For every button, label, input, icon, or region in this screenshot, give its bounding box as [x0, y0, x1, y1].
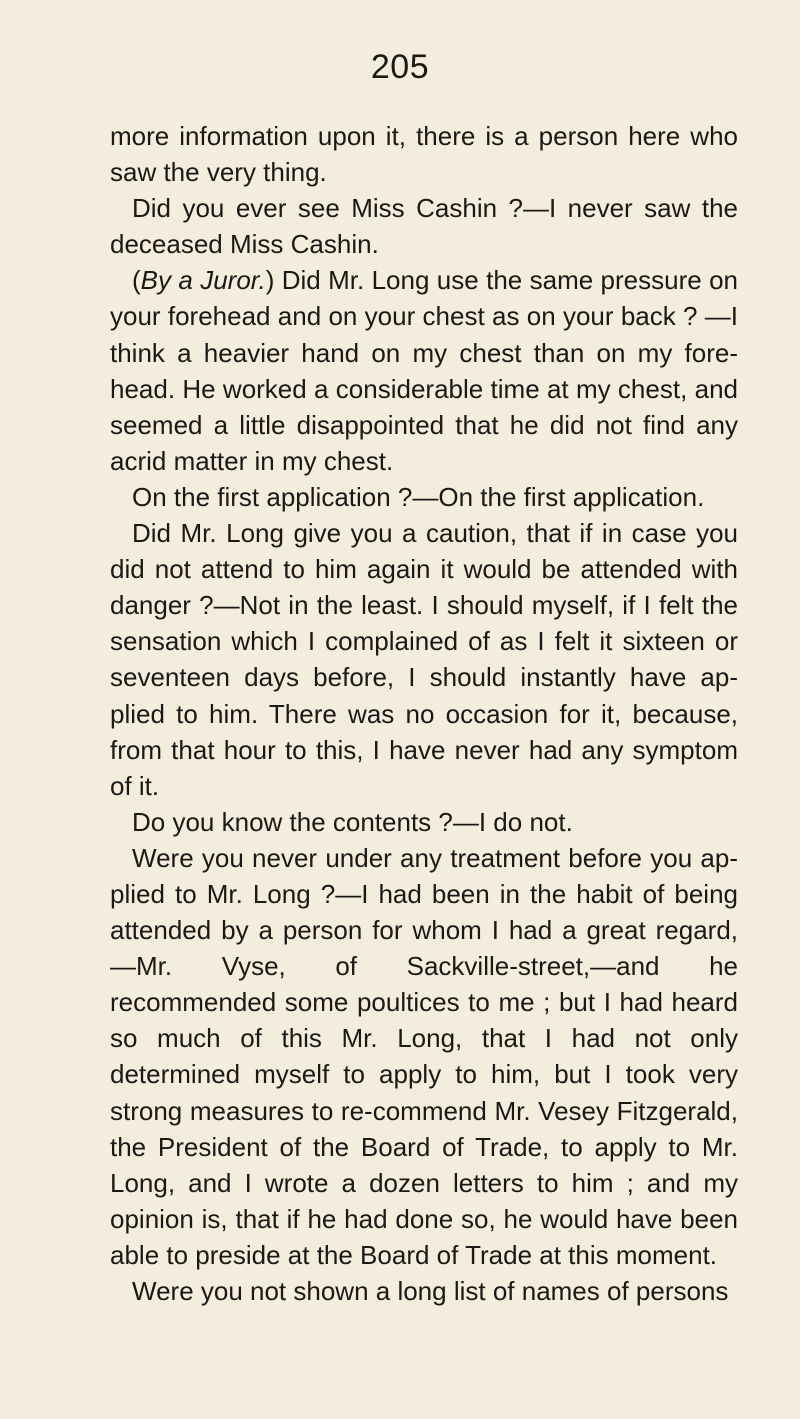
paragraph-3-text: ) Did Mr. Long use the same pressure on your forehead and on your chest as on your back ? —I think a heavier hand on my chest than on my fore-head. He worked a considerable time at my chest, and seemed a little disappointed that he did not find any acrid matter in my chest. — [110, 265, 739, 476]
paragraph-2: Did you ever see Miss Cashin ?—I never saw the deceased Miss Cashin. — [110, 193, 738, 260]
paragraph-7: Were you never under any treatment before you ap-plied to Mr. Long ?—I had been in the habit of being attended by a person for whom I had a great regard, —Mr. Vyse, of Sackville-street,—and he recommended some poultices to me ; but I had heard so much of this Mr. Long, that I had not only determined myself to apply to him, but I took very strong measures to re-commend Mr. Vesey Fitzgerald, the President of the Board of Trade, to apply to Mr. Long, and I wrote a dozen letters to him ; and my opinion is, that if he had done so, he would have been able to preside at the Board of Trade at this moment. — [110, 842, 738, 1270]
page-number: 205 — [370, 48, 430, 86]
paragraph-6: Do you know the contents ?—I do not. — [132, 806, 573, 837]
body-text — [110, 118, 738, 1309]
paragraph-4: On the first application ?—On the first application. — [132, 481, 705, 512]
paragraph-5: Did Mr. Long give you a caution, that if in case you did not attend to him again it would be attended with danger ?—Not in the least. I should myself, if I felt the sensation which I complained of as I felt it sixteen or seventeen days before, I should instantly have ap-plied to him. There was no occasion for it, because, from that hour to this, I have never had any symptom of it. — [110, 518, 738, 801]
paragraph-8: Were you not shown a long list of names of persons — [132, 1276, 729, 1306]
paragraph-3-prefix: ( — [132, 265, 141, 296]
paragraph-1: more information upon it, there is a person here who saw the very thing. — [110, 121, 738, 188]
juror-attribution: By a Juror. — [140, 265, 266, 296]
paragraph-3 — [110, 262, 738, 479]
